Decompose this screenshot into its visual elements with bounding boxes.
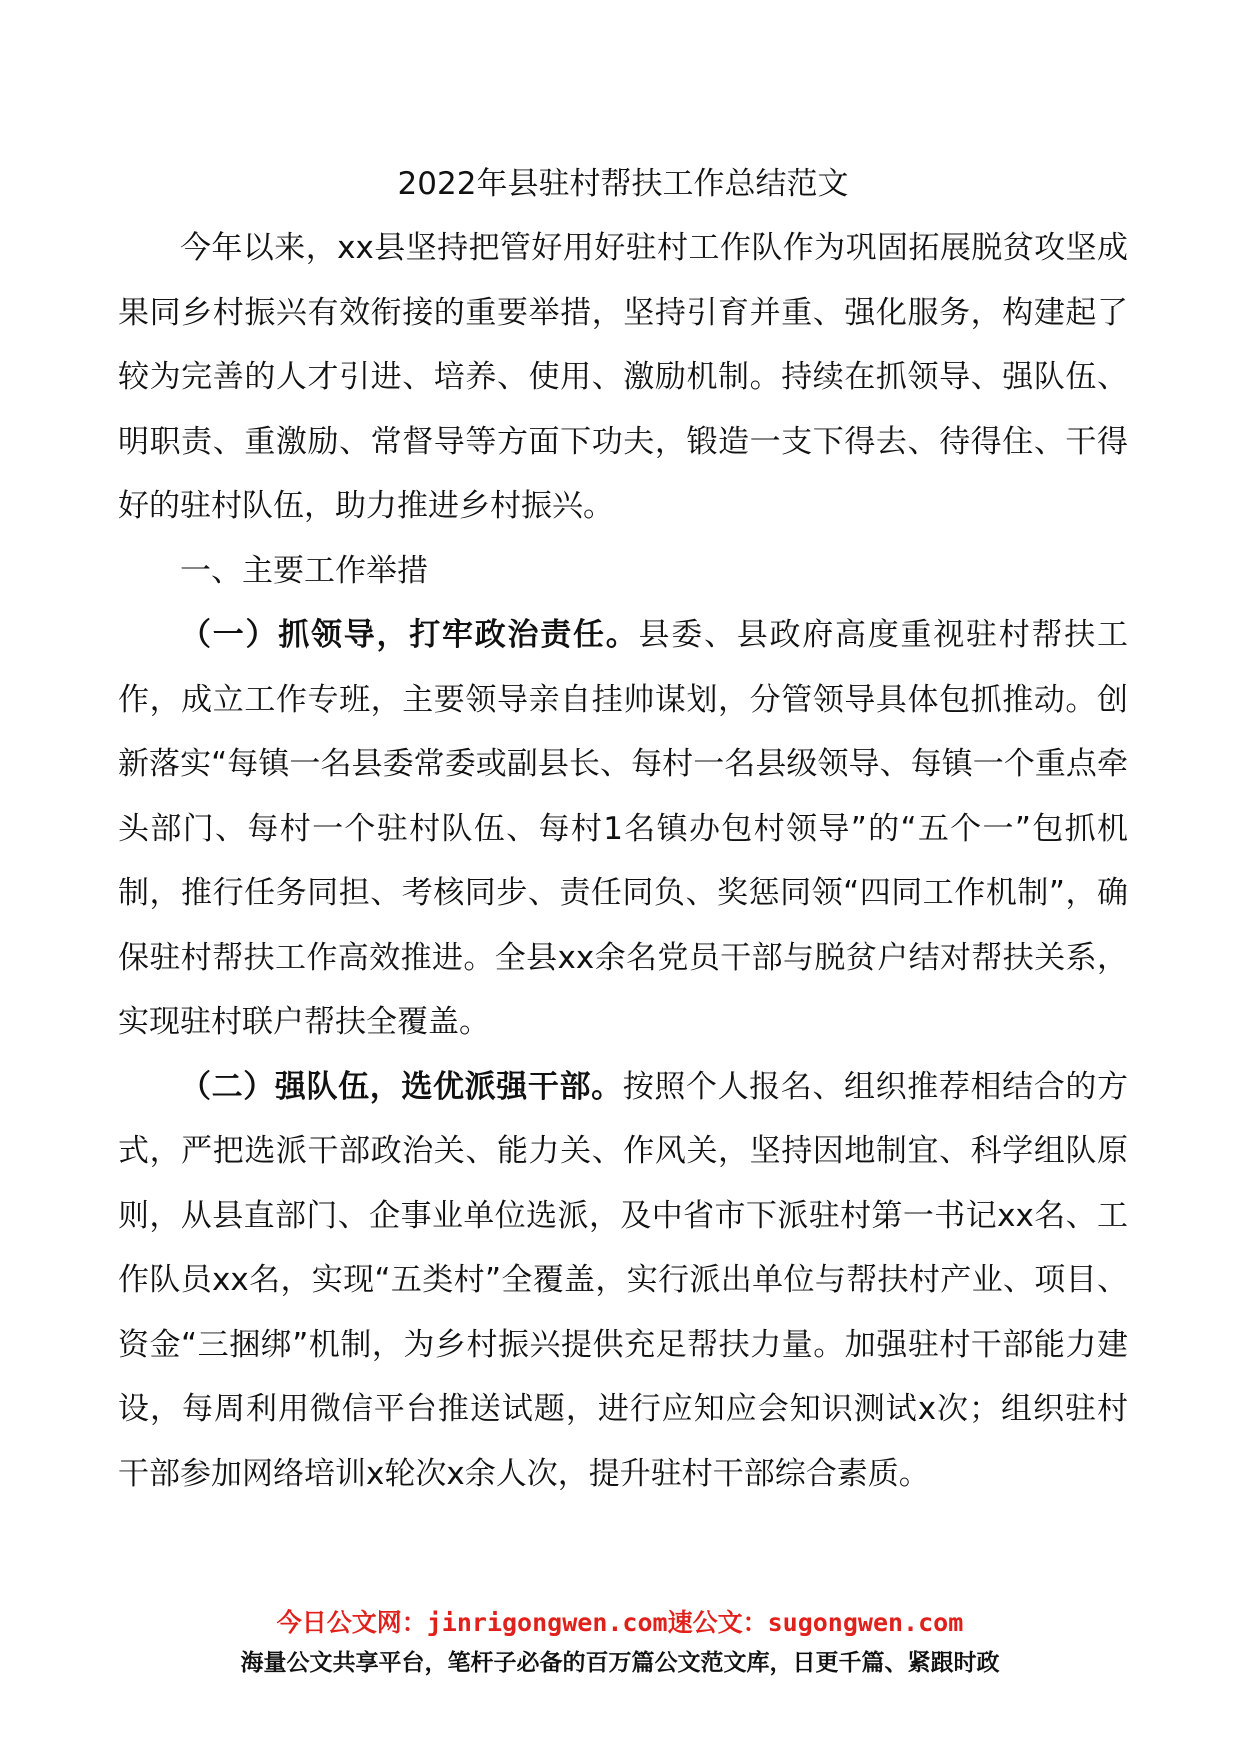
document-title: 2022年县驻村帮扶工作总结范文 xyxy=(397,166,849,202)
intro-paragraph: 今年以来，xx县坚持把管好用好驻村工作队作为巩固拓展脱贫攻坚成果同乡村振兴有效衔接的重要举措，坚持引育并重、强化服务，构建起了较为完善的人才引进、培养、使用、激励机制。持续在抓领导、强队伍、明职责、重激励、常督导等方面下功夫，锻造一支下得去、待得住、干得好的驻村队伍，助力推进乡村振兴。 xyxy=(118,230,1128,524)
site1-link[interactable]: jinrigongwen.com xyxy=(426,1608,668,1637)
footer-slogan: 海量公文共享平台，笔杆子必备的百万篇公文范文库，日更千篇、紧跟时政 xyxy=(240,1650,1000,1676)
site2-name: 速公文： xyxy=(667,1608,768,1637)
subsection-1-paragraph xyxy=(118,603,1128,1055)
footer-banner xyxy=(0,1605,1240,1681)
section-heading-1: 一、主要工作举措 xyxy=(180,552,428,589)
subsection-1-heading: （一）抓领导，打牢政治责任。 xyxy=(180,617,639,653)
site1-name: 今日公文网： xyxy=(276,1608,427,1637)
subsection-2-heading: （二）强队伍，选优派强干部。 xyxy=(180,1068,623,1105)
document-body xyxy=(118,152,1128,1506)
footer-links xyxy=(0,1605,1240,1641)
subsection-2-body: 按照个人报名、组织推荐相结合的方式，严把选派干部政治关、能力关、作风关，坚持因地制宜、科学组队原则，从县直部门、企事业单位选派，及中省市下派驻村第一书记xx名、工作队员xx名，实现“五类村”全覆盖，实行派出单位与帮扶村产业、项目、资金“三捆绑”机制，为乡村振兴提供充足帮扶力量。加强驻村干部能力建设，每周利用微信平台推送试题，进行应知应会知识测试x次；组织驻村干部参加网络培训x轮次x余人次，提升驻村干部综合素质。 xyxy=(118,1068,1129,1492)
subsection-1-body: 县委、县政府高度重视驻村帮扶工作，成立工作专班，主要领导亲自挂帅谋划，分管领导具体包抓推动。创新落实“每镇一名县委常委或副县长、每村一名县级领导、每镇一个重点牵头部门、每村一个驻村队伍、每村1名镇办包村领导”的“五个一”包抓机制，推行任务同担、考核同步、责任同负、奖惩同领“四同工作机制”，确保驻村帮扶工作高效推进。全县xx余名党员干部与脱贫户结对帮扶关系，实现驻村联户帮扶全覆盖。 xyxy=(118,617,1128,1040)
site2-link[interactable]: sugongwen.com xyxy=(767,1608,964,1637)
subsection-2-paragraph xyxy=(118,1055,1128,1507)
